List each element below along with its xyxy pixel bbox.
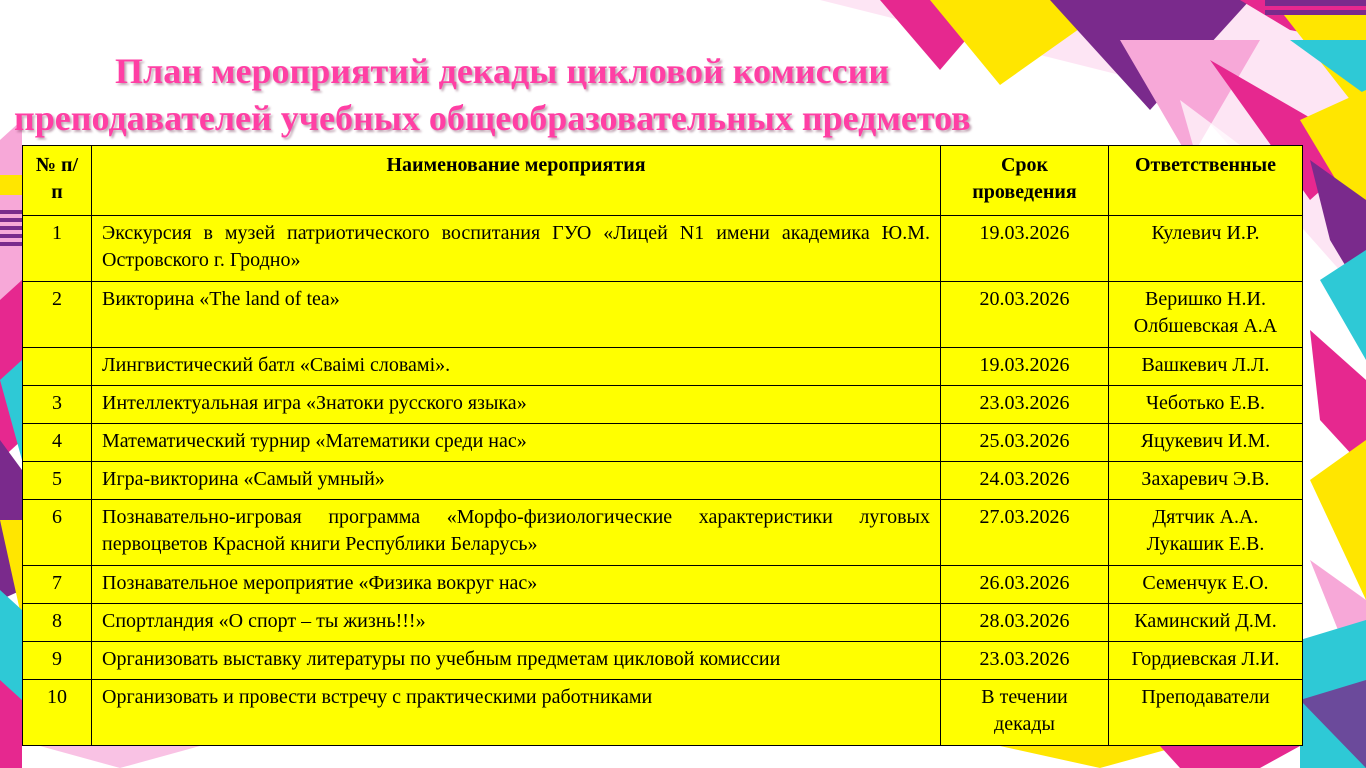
table-row	[23, 462, 1303, 500]
event-date: 23.03.2026	[941, 386, 1109, 424]
event-responsible	[1109, 282, 1303, 348]
event-responsible	[1109, 500, 1303, 566]
responsible-person: Гордиевская Л.И.	[1131, 648, 1280, 670]
events-table	[22, 145, 1303, 746]
event-responsible	[1109, 604, 1303, 642]
row-number: 1	[23, 216, 92, 282]
title-line-1: План мероприятий декады цикловой комиссии	[115, 51, 890, 91]
event-responsible	[1109, 424, 1303, 462]
title-line-2: преподавателей учебных общеобразовательных предметов	[14, 98, 971, 138]
event-responsible	[1109, 642, 1303, 680]
responsible-person: Лукашик Е.В.	[1146, 533, 1265, 555]
page-title	[0, 48, 1090, 142]
header-resp: Ответственные	[1109, 146, 1303, 216]
table-row	[23, 424, 1303, 462]
row-number: 3	[23, 386, 92, 424]
event-name: Познавательно-игровая программа «Морфо-физиологические характеристики луговых первоцветов Красной книги Республики Беларусь»	[92, 500, 941, 566]
responsible-person: Преподаватели	[1141, 686, 1270, 708]
event-responsible	[1109, 348, 1303, 386]
row-number: 6	[23, 500, 92, 566]
header-date: Срок проведения	[941, 146, 1109, 216]
event-name: Игра-викторина «Самый умный»	[92, 462, 941, 500]
event-name: Организовать и провести встречу с практическими работниками	[92, 680, 941, 746]
event-date: 27.03.2026	[941, 500, 1109, 566]
responsible-person: Каминский Д.М.	[1134, 610, 1277, 632]
row-number: 8	[23, 604, 92, 642]
event-name: Математический турнир «Математики среди нас»	[92, 424, 941, 462]
responsible-person: Олбшевская А.А	[1133, 315, 1278, 337]
event-name: Спортландия «О спорт – ты жизнь!!!»	[92, 604, 941, 642]
event-responsible	[1109, 216, 1303, 282]
table-row	[23, 642, 1303, 680]
event-date: 25.03.2026	[941, 424, 1109, 462]
event-name: Лингвистический батл «Сваімі словамі».	[92, 348, 941, 386]
event-name: Организовать выставку литературы по учебным предметам цикловой комиссии	[92, 642, 941, 680]
header-name: Наименование мероприятия	[92, 146, 941, 216]
responsible-person: Кулевич И.Р.	[1151, 222, 1260, 244]
event-date: 19.03.2026	[941, 216, 1109, 282]
table-row	[23, 566, 1303, 604]
event-responsible	[1109, 462, 1303, 500]
responsible-person: Яцукевич И.М.	[1140, 430, 1271, 452]
table-row	[23, 348, 1303, 386]
row-number: 9	[23, 642, 92, 680]
table-row	[23, 386, 1303, 424]
event-date: 19.03.2026	[941, 348, 1109, 386]
event-responsible	[1109, 680, 1303, 746]
event-date: 20.03.2026	[941, 282, 1109, 348]
row-number: 10	[23, 680, 92, 746]
event-name: Интеллектуальная игра «Знатоки русского языка»	[92, 386, 941, 424]
responsible-person: Веришко Н.И.	[1145, 288, 1266, 310]
table-row	[23, 680, 1303, 746]
event-responsible	[1109, 386, 1303, 424]
table-header-row	[23, 146, 1303, 216]
table-row	[23, 216, 1303, 282]
event-date: 23.03.2026	[941, 642, 1109, 680]
table-body	[23, 216, 1303, 746]
responsible-person: Захаревич Э.В.	[1141, 468, 1270, 490]
event-responsible	[1109, 566, 1303, 604]
event-name: Познавательное мероприятие «Физика вокруг нас»	[92, 566, 941, 604]
event-name: Экскурсия в музей патриотического воспитания ГУО «Лицей N1 имени академика Ю.М. Островского г. Гродно»	[92, 216, 941, 282]
row-number: 5	[23, 462, 92, 500]
event-date: 24.03.2026	[941, 462, 1109, 500]
event-name: Викторина «The land of tea»	[92, 282, 941, 348]
responsible-person: Дятчик А.А.	[1152, 506, 1259, 528]
row-number: 7	[23, 566, 92, 604]
event-date: В течении декады	[941, 680, 1109, 746]
row-number: 4	[23, 424, 92, 462]
responsible-person: Чеботько Е.В.	[1146, 392, 1265, 414]
row-number: 2	[23, 282, 92, 348]
event-date: 28.03.2026	[941, 604, 1109, 642]
table-row	[23, 604, 1303, 642]
responsible-person: Семенчук Е.О.	[1142, 572, 1269, 594]
header-num: № п/п	[23, 146, 92, 216]
responsible-person: Вашкевич Л.Л.	[1141, 354, 1270, 376]
row-number	[23, 348, 92, 386]
table-row	[23, 282, 1303, 348]
event-date: 26.03.2026	[941, 566, 1109, 604]
table-row	[23, 500, 1303, 566]
